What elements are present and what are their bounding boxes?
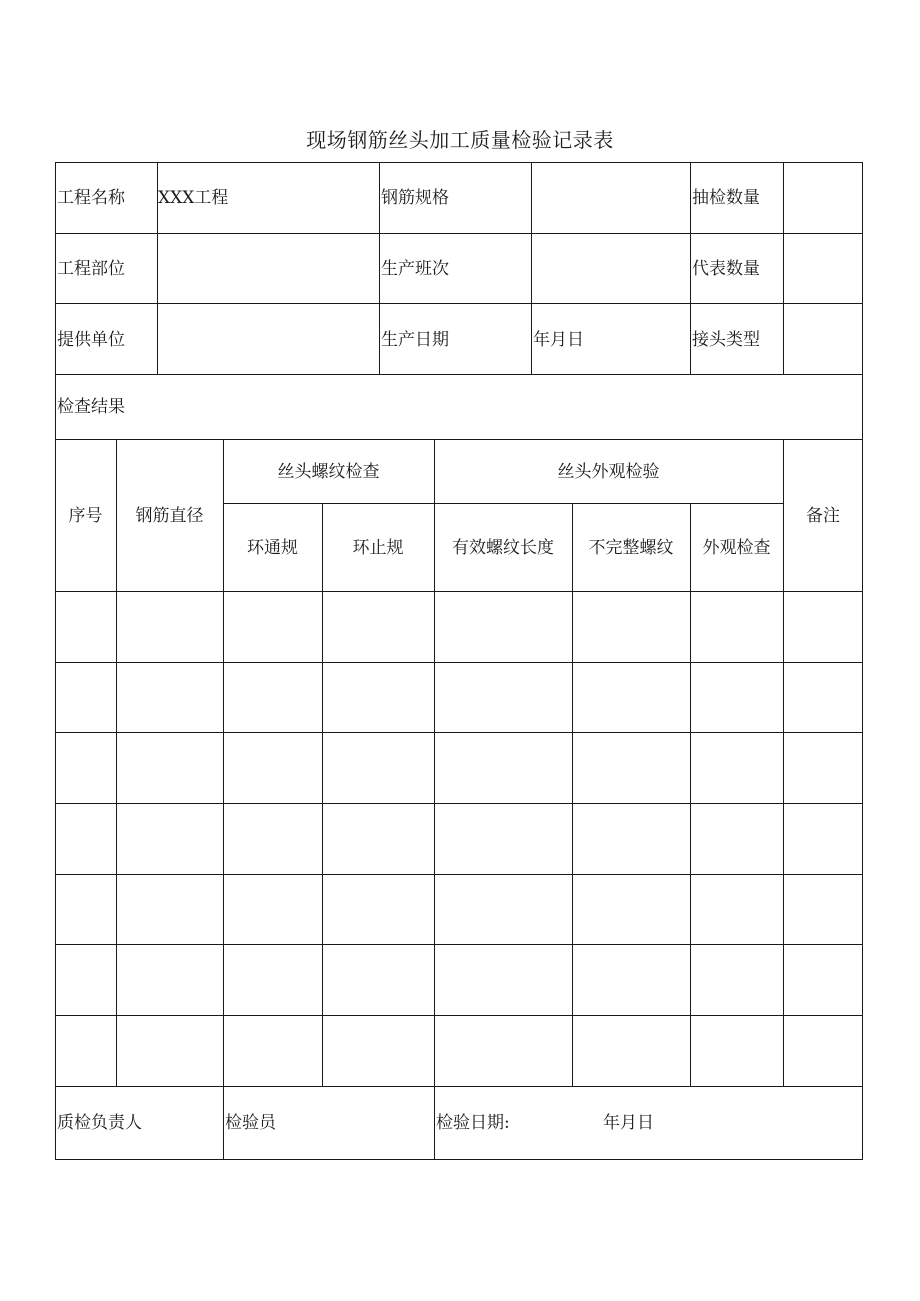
project-part-label: 工程部位	[57, 259, 125, 279]
group-thread-check: 丝头螺纹检查	[277, 462, 380, 482]
sub-go-gauge: 环通规	[247, 538, 298, 558]
prod-date-label: 生产日期	[381, 330, 449, 350]
inspection-form-grid	[55, 162, 863, 1160]
rebar-spec-label: 钢筋规格	[381, 188, 449, 208]
inspector-label: 检验员	[225, 1113, 276, 1133]
sample-qty-label: 抽检数量	[692, 188, 760, 208]
results-label: 检查结果	[57, 397, 125, 417]
qc-lead-label: 质检负责人	[57, 1113, 142, 1133]
sub-effective-length: 有效螺纹长度	[452, 538, 554, 558]
supplier-label: 提供单位	[57, 330, 125, 350]
group-visual-check: 丝头外观检验	[557, 462, 660, 482]
inspection-date-label: 检验日期:	[436, 1113, 510, 1133]
col-remark: 备注	[806, 506, 840, 526]
page-title: 现场钢筋丝头加工质量检验记录表	[306, 128, 614, 152]
prod-date-value: 年月日	[533, 330, 584, 350]
sub-incomplete-thread: 不完整螺纹	[588, 538, 674, 558]
sub-nogo-gauge: 环止规	[352, 538, 404, 558]
inspection-date-value: 年月日	[603, 1113, 654, 1133]
project-name-value: XXX工程	[158, 188, 229, 208]
shift-label: 生产班次	[381, 259, 449, 279]
project-name-label: 工程名称	[57, 188, 125, 208]
col-diameter: 钢筋直径	[135, 506, 204, 526]
sub-visual-check: 外观检查	[702, 538, 771, 558]
rep-qty-label: 代表数量	[692, 259, 760, 279]
joint-type-label: 接头类型	[692, 330, 760, 350]
col-seq: 序号	[68, 506, 103, 526]
